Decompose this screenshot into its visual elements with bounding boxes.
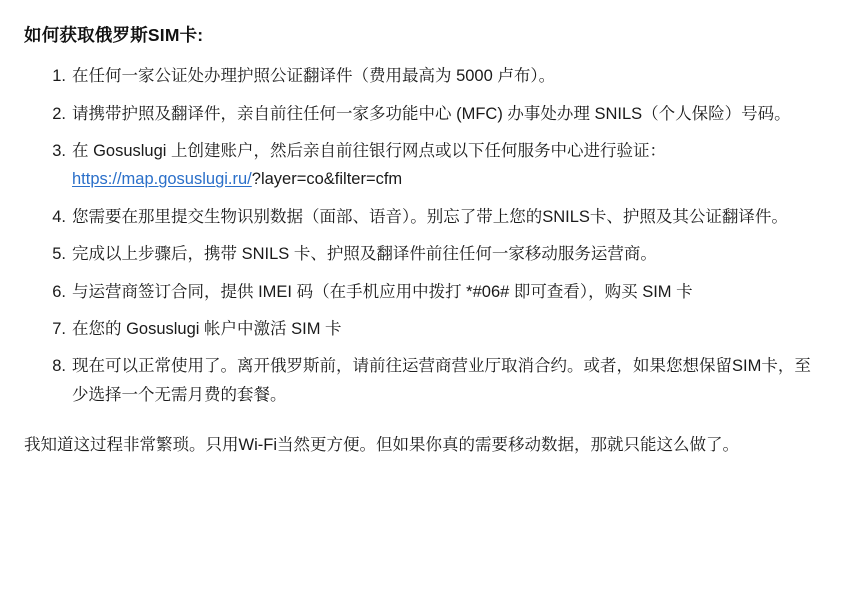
instruction-list <box>24 62 815 409</box>
list-item <box>70 137 815 194</box>
gosuslugi-map-link[interactable]: https://map.gosuslugi.ru/ <box>72 170 252 189</box>
list-item <box>70 203 815 231</box>
list-item <box>70 352 815 409</box>
step-text: 在任何一家公证处办理护照公证翻译件（费用最高为 5000 卢布）。 <box>72 67 556 86</box>
step-text: 您需要在那里提交生物识别数据（面部、语音）。别忘了带上您的SNILS卡、护照及其公证翻译件。 <box>72 207 788 226</box>
step-text: 与运营商签订合同，提供 IMEI 码（在手机应用中拨打 *#06# 即可查看），购买 SIM 卡 <box>72 282 693 301</box>
list-item <box>70 278 815 306</box>
step-text: 在您的 Gosuslugi 帐户中激活 SIM 卡 <box>72 319 342 338</box>
list-item <box>70 315 815 343</box>
step-text: 请携带护照及翻译件，亲自前往任何一家多功能中心 (MFC) 办事处办理 SNILS（个人保险）号码。 <box>72 104 791 123</box>
step-text: 完成以上步骤后，携带 SNILS 卡、护照及翻译件前往任何一家移动服务运营商。 <box>72 245 657 264</box>
step-text-before-link: 在 Gosuslugi 上创建账户，然后亲自前往银行网点或以下任何服务中心进行验证： <box>72 142 667 160</box>
page-title: 如何获取俄罗斯SIM卡: <box>24 25 204 45</box>
list-item <box>70 100 815 128</box>
step-text: 现在可以正常使用了。离开俄罗斯前，请前往运营商营业厅取消合约。或者，如果您想保留SIM卡，至少选择一个无需月费的套餐。 <box>72 357 811 404</box>
step-text-after-link: ?layer=co&filter=cfm <box>251 170 403 189</box>
closing-paragraph: 我知道这过程非常繁琐。只用Wi-Fi当然更方便。但如果你真的需要移动数据，那就只能这么做了。 <box>24 436 739 454</box>
list-item <box>70 240 815 268</box>
list-item <box>70 62 815 90</box>
